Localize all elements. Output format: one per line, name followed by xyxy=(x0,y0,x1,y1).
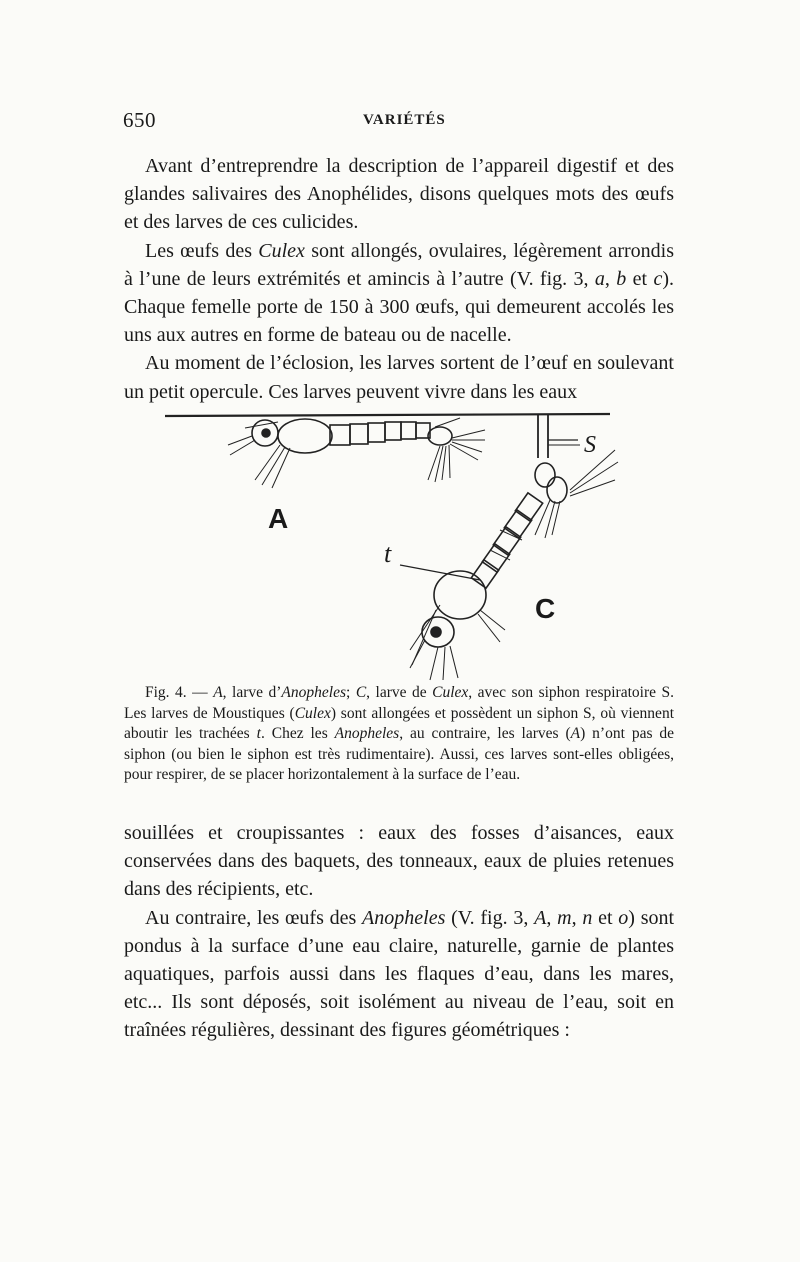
italic-term: o xyxy=(618,906,629,929)
italic-term: Culex xyxy=(258,239,305,262)
text-run: Avant d’entreprendre la description de l’appareil digestif et des glandes salivaires des Anophélides, disons quelques mots des œufs et des larves de ces culicides. xyxy=(124,155,674,234)
italic-term: Culex xyxy=(294,704,331,722)
text-run: Fig. 4. — xyxy=(145,684,214,701)
text-run: , xyxy=(604,267,617,290)
italic-term: c xyxy=(653,267,663,290)
italic-term: A xyxy=(570,725,581,743)
italic-term: Anopheles xyxy=(362,906,446,929)
paragraph xyxy=(124,904,674,1045)
text-run: Au contraire, les œufs des xyxy=(145,906,363,929)
italic-term: n xyxy=(582,906,593,929)
text-run: et xyxy=(592,906,619,929)
caption-paragraph xyxy=(124,683,674,786)
text-run: , xyxy=(546,906,558,929)
text-run: Les œufs des xyxy=(145,239,259,262)
text-run: ) sont pondus à la surface d’une eau claire, naturelle, garnie de plantes aquatiques, parfois aussi dans les flaques d’eau, dans les mares, etc... Ils sont déposés, soit isolément au niveau de l’eau, soit en traînées régulières, dessinant des figures géométriques : xyxy=(124,906,675,1042)
text-run: Au moment de l’éclosion, les larves sortent de l’œuf en soulevant un petit opercule. Ces larves peuvent vivre dans les eaux xyxy=(124,352,674,403)
figure-label-a: A xyxy=(268,503,289,534)
figure-caption xyxy=(124,683,674,786)
water-surface-line xyxy=(165,414,610,416)
italic-term: t xyxy=(256,725,261,743)
italic-term: a xyxy=(594,267,605,290)
text-run: , avec son siphon respiratoire xyxy=(468,684,662,701)
italic-term: Anopheles xyxy=(281,684,346,701)
body-text-top xyxy=(124,152,674,406)
italic-term: C xyxy=(355,684,367,701)
italic-term: Anopheles xyxy=(334,725,400,743)
paragraph xyxy=(124,819,674,904)
text-run: , larve d’ xyxy=(222,684,282,701)
paragraph xyxy=(124,349,674,405)
text-run: et xyxy=(626,267,654,290)
text-run: . Les larves de Moustiques ( xyxy=(124,684,675,722)
text-run: ; xyxy=(346,684,356,701)
paragraph xyxy=(124,237,674,350)
figure-label-s: S xyxy=(584,432,596,458)
italic-term: A xyxy=(534,906,547,929)
running-head: VARIÉTÉS xyxy=(363,112,446,128)
text-run: , xyxy=(571,906,583,929)
body-text-bottom xyxy=(124,819,674,1045)
text-run: souillées et croupissantes : eaux des fosses d’aisances, eaux conservées dans des baquets, des tonneaux, eaux de pluies retenues dans des récipients, etc. xyxy=(124,822,674,901)
anopheles-larva xyxy=(228,418,485,488)
text-run: ) sont allongées et possèdent un siphon S, où viennent aboutir les trachées xyxy=(124,704,674,743)
italic-term: b xyxy=(616,267,627,290)
italic-term: A xyxy=(213,684,223,701)
italic-term: Culex xyxy=(432,684,469,701)
text-run: , larve de xyxy=(366,684,433,701)
page-number: 650 xyxy=(123,108,156,132)
paragraph xyxy=(124,152,674,237)
text-run: (V. fig. 3, xyxy=(445,906,535,929)
text-run: ). Chaque femelle porte de 150 à 300 œufs, qui demeurent accolés les uns aux autres en forme de bateau ou de nacelle. xyxy=(124,267,674,347)
page-header xyxy=(123,108,673,138)
text-run: . Chez les xyxy=(260,725,335,743)
italic-term: m xyxy=(557,906,572,929)
text-run: sont allongés, ovulaires, légèrement arrondis à l’une de leurs extrémités et amincis à l’autre (V. fig. 3, xyxy=(124,239,674,290)
text-run: S xyxy=(661,684,671,701)
larvae-illustration xyxy=(160,400,630,685)
text-run: , au contraire, les larves ( xyxy=(399,725,571,743)
text-run: ) n’ont pas de siphon (ou bien le siphon est très rudimentaire). Aussi, ces larves sont-elles obligées, pour respirer, de se placer horizontalement à la surface de l’eau. xyxy=(124,725,675,784)
larva-thorax xyxy=(278,419,332,453)
larvae-figure xyxy=(160,400,630,685)
figure-label-t: t xyxy=(384,539,392,568)
figure-label-c: C xyxy=(535,593,556,624)
